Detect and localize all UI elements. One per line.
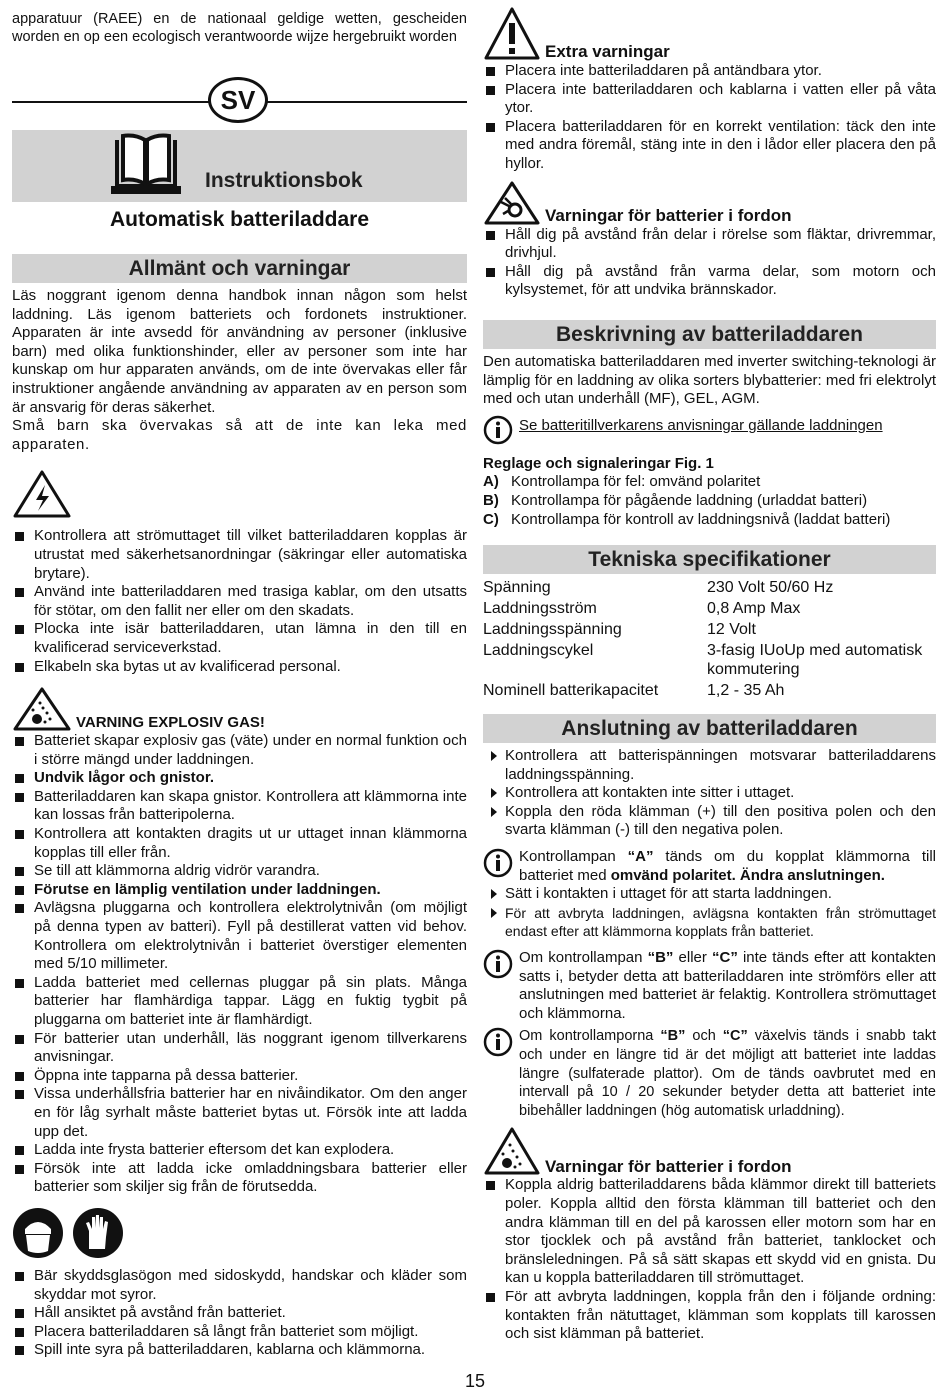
moving-parts-icon [483, 180, 541, 226]
connection-steps-2 [483, 885, 936, 941]
list-item: Håll dig på avstånd från varma delar, som motorn och kylsystemet, för att undvika brännskador. [483, 263, 936, 300]
extra-warnings-title: Extra varningar [545, 42, 670, 62]
list-item: Använd inte batteriladdaren med trasiga kablar, om den utsatts för stötar, om den fallit ner eller om den skadats. [12, 583, 467, 620]
lamp-not-lit-info [483, 949, 936, 1023]
vehicle-warnings-2-list [483, 1176, 936, 1343]
description-heading: Beskrivning av batteriladdaren [483, 320, 936, 349]
language-badge: SV [208, 77, 268, 123]
list-item: Kontrollera att strömuttaget till vilket batteriladdaren kopplas är utrustat med säkerhetsanordningar (säkringar eller automatiska brytare). [12, 527, 467, 583]
product-title: Automatisk batteriladdare [109, 208, 370, 231]
list-item: Kontrollera att batterispänningen motsvarar batteriladdarens laddningsspänning. [483, 747, 936, 784]
list-item: Håll dig på avstånd från delar i rörelse som fläktar, drivremmar, drivhjul. [483, 226, 936, 263]
right-column [483, 6, 936, 1344]
list-item: Öppna inte tapparna på dessa batterier. [12, 1067, 467, 1086]
ppe-list [12, 1267, 467, 1360]
list-item: Undvik lågor och gnistor. [12, 769, 467, 788]
spec-value: 3-fasig IUoUp med automatisk kommutering [707, 642, 923, 679]
list-item: Vissa underhållsfria batterier har en nivåindikator. Om den anger en för låg syrhalt måste batteriet bytas ut. Försök inte att ladda upp det. [12, 1085, 467, 1141]
specs-table [483, 578, 936, 700]
gas-warning-header [12, 686, 467, 732]
info-icon [483, 848, 513, 878]
list-item: Koppla den röda klämman (+) till den positiva polen och den svarta klämman (-) till den negativa polen. [483, 803, 936, 840]
manual-banner [12, 130, 467, 202]
list-item: Bär skyddsglasögon med sidoskydd, handskar och kläder som skyddar mot syror. [12, 1267, 467, 1304]
controls-list [483, 473, 936, 529]
spec-value: 1,2 - 35 Ah [707, 682, 785, 700]
vehicle-warnings-2-header [483, 1126, 936, 1176]
control-key: B) [483, 491, 499, 509]
spec-value: 0,8 Amp Max [707, 600, 801, 618]
spec-value: 230 Volt 50/60 Hz [707, 579, 834, 597]
description-info [483, 415, 936, 445]
extra-warnings-list [483, 62, 936, 174]
manual-title: Instruktionsbok [205, 169, 363, 192]
gloves-icon [72, 1207, 124, 1259]
general-heading: Allmänt och varningar [12, 254, 467, 283]
controls-title: Reglage och signaleringar Fig. 1 [483, 454, 714, 472]
list-item: Koppla aldrig batteriladdarens båda klämmor direkt till batteriets poler. Koppla alltid den första klämman till batteriet och den andra klämman till en del på karossen eller motorn som har en stor tjocklek och på avstånd från batteriet, tanklocket och bränsleledningen. På så sätt skapas ett skydd vid en gnista. Du kan u koppla batteriladdaren till strömuttaget. [483, 1176, 936, 1288]
list-item: För att avbryta laddningen, koppla från den i följande ordning: kontakten från nätuttaget, klämman som kopplats till karossen och sist klämman på batteriet. [483, 1288, 936, 1344]
spec-label: Laddningscykel [483, 642, 594, 660]
gas-warnings-list [12, 732, 467, 1197]
list-item: Placera inte batteriladdaren och kablarna i vatten eller på våta ytor. [483, 81, 936, 118]
gas-warning-title: VARNING EXPLOSIV GAS! [76, 713, 265, 731]
general-children-text: Små barn ska övervakas så att de inte kan leka med apparaten. [12, 417, 467, 453]
explosive-gas-icon [483, 1126, 541, 1176]
spec-label: Nominell batterikapacitet [483, 682, 659, 700]
info-text: Om kontrollampan “B” eller “C” inte tänds efter att kontakten satts i, betyder detta att batteriladdaren inte strömförs eller att anslutningen med batteriet är felaktig. Kontrollera strömuttaget och klämmorna. [519, 949, 936, 1022]
list-item: För batterier utan underhåll, läs noggrant igenom tillverkarens anvisningar. [12, 1030, 467, 1067]
vehicle-warnings-title: Varningar för batterier i fordon [545, 205, 792, 225]
spec-value: 12 Volt [707, 621, 756, 639]
connection-heading: Anslutning av batteriladdaren [483, 714, 936, 743]
list-item: Placera batteriladdaren så långt från batteriet som möjligt. [12, 1323, 467, 1342]
list-item: Ladda inte frysta batterier eftersom det kan explodera. [12, 1141, 467, 1160]
info-text: Kontrollampan “A” tänds om du kopplat klämmorna till batteriet med omvänd polaritet. Ändra anslutningen. [519, 848, 936, 884]
lamp-alternating-info [483, 1027, 936, 1120]
ppe-icons [12, 1207, 467, 1259]
list-item: Placera batteriladdaren för en korrekt ventilation: täck den inte med andra föremål, stäng inte in den i lådor eller placera den på hyllor. [483, 118, 936, 174]
list-item: Kontrollera att kontakten inte sitter i uttaget. [483, 784, 936, 803]
electric-warnings-list [12, 527, 467, 676]
extra-warnings-header [483, 6, 936, 62]
explosive-gas-icon [12, 686, 72, 732]
list-item: Plocka inte isär batteriladdaren, utan lämna in den till en kvalificerad serviceverkstad. [12, 620, 467, 657]
list-item: Försök inte att ladda icke omladdningsbara batterier eller batterier som skiljer sig från de förutsedda. [12, 1160, 467, 1197]
description-text: Den automatiska batteriladdaren med inverter switching-teknologi är lämplig för en laddning av olika sorters blybatterier: med fri elektrolyt med och utan underhåll (MF), GEL, AGM. [483, 352, 936, 408]
list-item: För att avbryta laddningen, avlägsna kontakten från strömuttaget endast efter att klämmorna kopplats från batteriet. [483, 904, 936, 941]
spec-label: Spänning [483, 579, 551, 597]
vehicle-warnings-header [483, 180, 936, 226]
vehicle-warnings-2-title: Varningar för batterier i fordon [545, 1156, 792, 1176]
connection-steps [483, 747, 936, 840]
list-item [483, 492, 936, 511]
spec-label: Laddningsspänning [483, 621, 622, 639]
page-number: 15 [464, 1371, 486, 1391]
control-key: C) [483, 510, 499, 528]
list-item: Förutse en lämplig ventilation under laddningen. [12, 881, 467, 900]
list-item: Elkabeln ska bytas ut av kvalificerad personal. [12, 658, 467, 677]
list-item [483, 473, 936, 492]
language-divider [12, 77, 467, 127]
list-item: Spill inte syra på batteriladdaren, kablarna och klämmorna. [12, 1341, 467, 1360]
list-item: Avlägsna pluggarna och kontrollera elektrolytnivån (om möjligt på denna typen av batteri). Fyll på destillerat vatten vid behov. Kontrollera om elektrolytnivån i batteriet överstiger elementen med 5/10 millimeter. [12, 899, 467, 973]
info-icon [483, 415, 513, 445]
info-icon [483, 949, 513, 979]
vehicle-warnings-list [483, 226, 936, 300]
list-item: Batteriet skapar explosiv gas (väte) under en normal funktion och i större mängd under laddningen. [12, 732, 467, 769]
info-note: Se batteritillverkarens anvisningar gällande laddningen [519, 416, 883, 434]
control-key: A) [483, 473, 499, 491]
control-text: Kontrollampa för kontroll av laddningsnivå (laddat batteri) [511, 510, 891, 528]
info-icon [483, 1027, 513, 1057]
list-item: Kontrollera att kontakten dragits ut ur uttaget innan klämmorna kopplas till eller från. [12, 825, 467, 862]
intro-tail: apparatuur (RAEE) en de nationaal geldige wetten, gescheiden worden en op een ecologisch verantwoorde wijze hergebruikt worden [12, 11, 467, 45]
control-text: Kontrollampa för fel: omvänd polaritet [511, 473, 761, 491]
info-text: Om kontrollamporna “B” och “C” växelvis tänds i snabb takt och under en längre tid är det möjligt att batteriet inte laddas längre (sulfaterade plattor). Om de tänds oavbrutet med en intervall på 10 / 20 sekunder betyder detta att batteriet inte bibehåller laddningen (hög automatisk urladdning). [519, 1028, 936, 1119]
caution-icon [483, 6, 541, 62]
reverse-polarity-info [483, 848, 936, 885]
left-column [12, 10, 467, 1360]
electric-warning-icon [12, 469, 72, 519]
list-item: Se till att klämmorna aldrig vidrör varandra. [12, 862, 467, 881]
list-item: Placera inte batteriladdaren på antändbara ytor. [483, 62, 936, 81]
book-icon [107, 132, 185, 198]
list-item: Ladda batteriet med cellernas pluggar på sin plats. Många batterier har flamhärdiga tappar. Lägg en fuktig tygbit på pluggarna om batteriet inte är flamhärdigt. [12, 974, 467, 1030]
control-text: Kontrollampa för pågående laddning (urladdat batteri) [511, 491, 868, 509]
general-text: Läs noggrant igenom denna handbok innan någon som helst laddning. Läs igenom batteriets och fordonets instruktioner. Apparaten är inte avsedd för användning av personer (inklusive barn) med olika funktionshinder, eller av personer som inte har kunskap om hur apparaten används, om de inte övervakas eller får instruktioner angående användning av apparaten av en person som är ansvarig för deras säkerhet. [12, 287, 467, 416]
face-shield-icon [12, 1207, 64, 1259]
list-item: Håll ansiktet på avstånd från batteriet. [12, 1304, 467, 1323]
specs-heading: Tekniska specifikationer [483, 545, 936, 574]
list-item: Sätt i kontakten i uttaget för att starta laddningen. [483, 885, 936, 904]
spec-label: Laddningsström [483, 600, 597, 618]
list-item [483, 511, 936, 530]
list-item: Batteriladdaren kan skapa gnistor. Kontrollera att klämmorna inte kan lossas från batteripolerna. [12, 788, 467, 825]
